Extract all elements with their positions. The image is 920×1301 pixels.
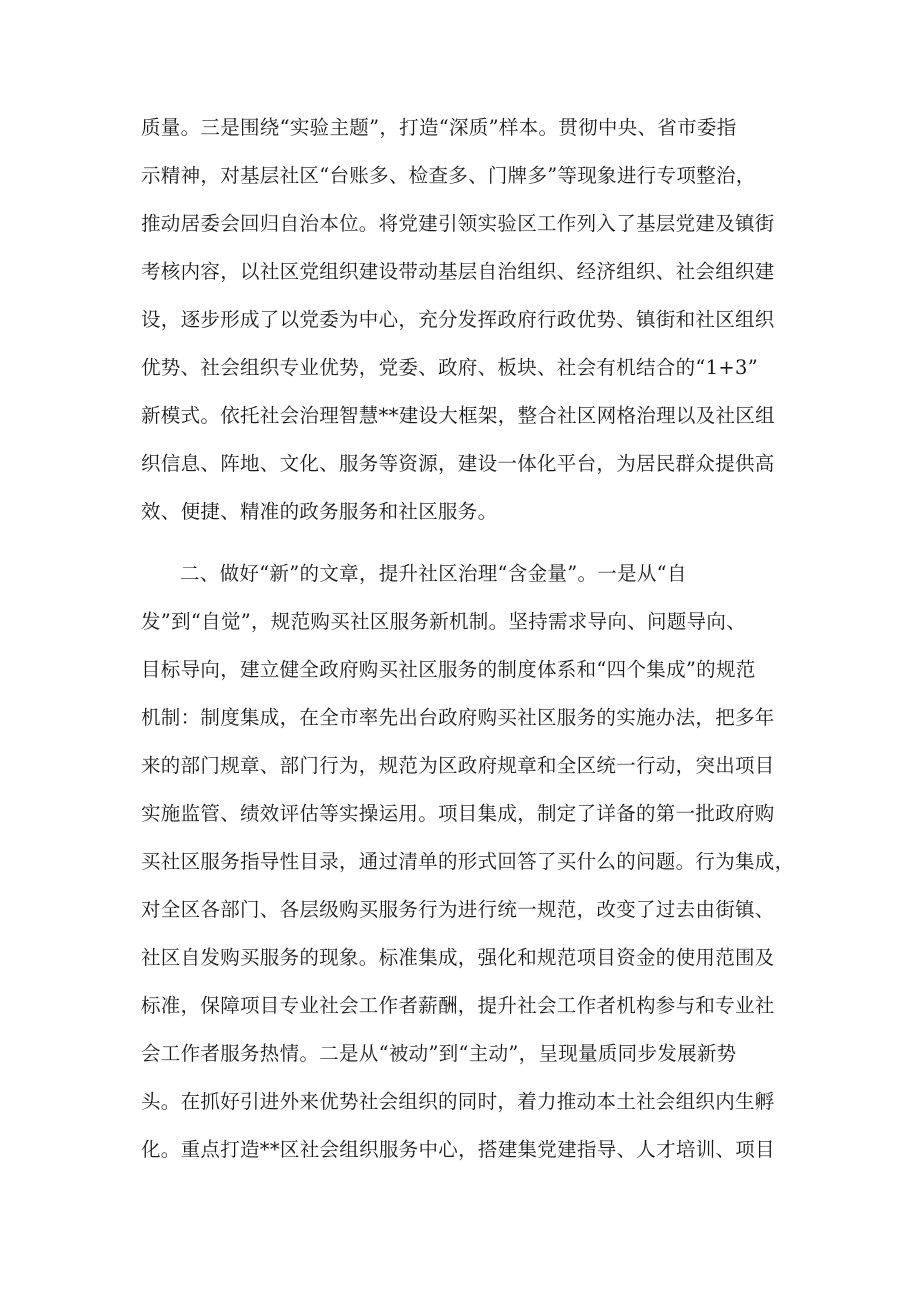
text-line: 会工作者服务热情。二是从“被动”到“主动”，呈现量质同步发展新势 (141, 1042, 737, 1065)
text-line: 实施监管、绩效评估等实操运用。项目集成，制定了详备的第一批政府购 (141, 802, 775, 825)
text-line: 头。在抓好引进外来优势社会组织的同时，着力推动本土社会组织内生孵 (141, 1090, 775, 1113)
text-line: 对全区各部门、各层级购买服务行为进行统一规范，改变了过去由街镇、 (141, 898, 775, 921)
text-line: 买社区服务指导性目录，通过清单的形式回答了买什么的问题。行为集成， (141, 850, 795, 873)
text-line: 织信息、阵地、文化、服务等资源，建设一体化平台，为居民群众提供高 (141, 452, 775, 475)
text-line: 示精神，对基层社区“台账多、检查多、门牌多”等现象进行专项整治， (141, 164, 756, 187)
text-line: 考核内容，以社区党组织建设带动基层自治组织、经济组织、社会组织建 (141, 260, 775, 283)
paragraph-heading-line: 二、做好“新”的文章，提升社区治理“含金量”。一是从“自 (180, 562, 687, 585)
text-line: 新模式。依托社会治理智慧**建设大框架，整合社区网格治理以及社区组 (141, 404, 775, 427)
text-line: 社区自发购买服务的现象。标准集成，强化和规范项目资金的使用范围及 (141, 946, 775, 969)
text-line: 发”到“自觉”，规范购买社区服务新机制。坚持需求导向、问题导向、 (141, 610, 747, 633)
text-line: 设，逐步形成了以党委为中心，充分发挥政府行政优势、镇街和社区组织 (141, 308, 775, 331)
text-line: 机制：制度集成，在全市率先出台政府购买社区服务的实施办法，把多年 (141, 706, 775, 729)
text-line: 来的部门规章、部门行为，规范为区政府规章和全区统一行动，突出项目 (141, 754, 775, 777)
text-line: 标准，保障项目专业社会工作者薪酬，提升社会工作者机构参与和专业社 (141, 994, 775, 1017)
text-line: 优势、社会组织专业优势，党委、政府、板块、社会有机结合的“1+3” (141, 356, 758, 379)
text-line: 目标导向，建立健全政府购买社区服务的制度体系和“四个集成”的规范 (141, 658, 756, 681)
text-line: 质量。三是围绕“实验主题”，打造“深质”样本。贯彻中央、省市委指 (141, 116, 737, 139)
text-line: 化。重点打造**区社会组织服务中心，搭建集党建指导、人才培训、项目 (141, 1138, 775, 1161)
text-line: 推动居委会回归自治本位。将党建引领实验区工作列入了基层党建及镇街 (141, 212, 775, 235)
text-line: 效、便捷、精准的政务服务和社区服务。 (141, 500, 498, 523)
